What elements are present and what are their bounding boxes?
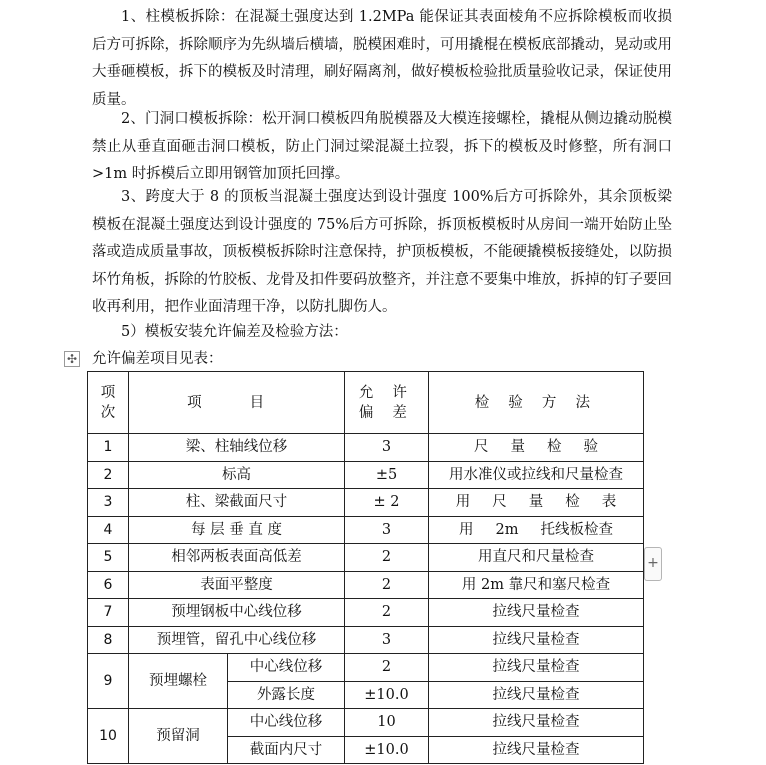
header-deviation: 允 许 偏 差	[345, 372, 429, 434]
table-row: 1 梁、柱轴线位移 3 尺 量 检 验	[88, 434, 644, 462]
table-row: 6 表面平整度 2 用 2m 靠尺和塞尺检查	[88, 571, 644, 599]
section-heading-tolerance: 5）模板安装允许偏差及检验方法：	[121, 324, 348, 340]
table-row-10a: 10 预留洞 中心线位移 10 拉线尺量检查	[88, 709, 644, 737]
table-row: 4 每 层 垂 直 度 3 用 2m 托线板检查	[88, 516, 644, 544]
table-row: 8 预埋管，留孔中心线位移 3 拉线尺量检查	[88, 626, 644, 654]
table-caption: 允许偏差项目见表：	[92, 351, 223, 367]
paragraph-door-opening-removal: 2、门洞口模板拆除：松开洞口模板四角脱模器及大模连接螺栓，撬棍从侧边撬动脱模禁止从垂直面砸击洞口模板，防止门洞过梁混凝土拉裂，拆下的模板及时修整，所有洞口>1m 时拆模后立即用钢管加顶托回撑。	[92, 111, 672, 182]
tolerance-table	[87, 371, 644, 764]
header-item: 项 目	[129, 372, 345, 434]
header-seq: 项 次	[88, 372, 129, 434]
table-row-9b: 外露长度 ±10.0 拉线尺量检查	[88, 681, 644, 709]
table-header-row	[88, 372, 644, 434]
paragraph-column-removal: 1、柱模板拆除：在混凝土强度达到 1.2MPa 能保证其表面棱角不应拆除模板而收损后方可拆除，拆除顺序为先纵墙后横墙，脱模困难时，可用撬棍在模板底部撬动，晃动或用大垂砸模板，拆下的模板及时清理，刷好隔离剂，做好模板检验批质量验收记录，保证使用质量。	[92, 9, 672, 108]
table-row: 3 柱、梁截面尺寸 ± 2 用 尺 量 检 表	[88, 489, 644, 517]
table-row: 5 相邻两板表面高低差 2 用直尺和尺量检查	[88, 544, 644, 572]
table-row: 7 预埋钢板中心线位移 2 拉线尺量检查	[88, 599, 644, 627]
table-row-9a: 9 预埋螺栓 中心线位移 2 拉线尺量检查	[88, 654, 644, 682]
add-column-plus-icon[interactable]: +	[644, 547, 662, 581]
header-method: 检 验 方 法	[429, 372, 644, 434]
table-row: 2 标高 ±5 用水准仪或拉线和尺量检查	[88, 461, 644, 489]
table-row-10b: 截面内尺寸 ±10.0 拉线尺量检查	[88, 736, 644, 764]
paragraph-slab-removal: 3、跨度大于 8 的顶板当混凝土强度达到设计强度 100%后方可拆除外，其余顶板梁模板在混凝土强度达到设计强度的 75%后方可拆除，拆顶板模板时从房间一端开始防止坠落或造成质量事故，顶板模板拆除时注意保持，护顶板模板，不能硬撬模板接缝处，以防损坏竹角板，拆除的竹胶板、龙骨及扣件要码放整齐，并注意不要集中堆放，拆掉的钉子要回收再利用，把作业面清理干净，以防扎脚伤人。	[92, 189, 672, 315]
table-move-handle-icon[interactable]: ✣	[64, 351, 80, 367]
